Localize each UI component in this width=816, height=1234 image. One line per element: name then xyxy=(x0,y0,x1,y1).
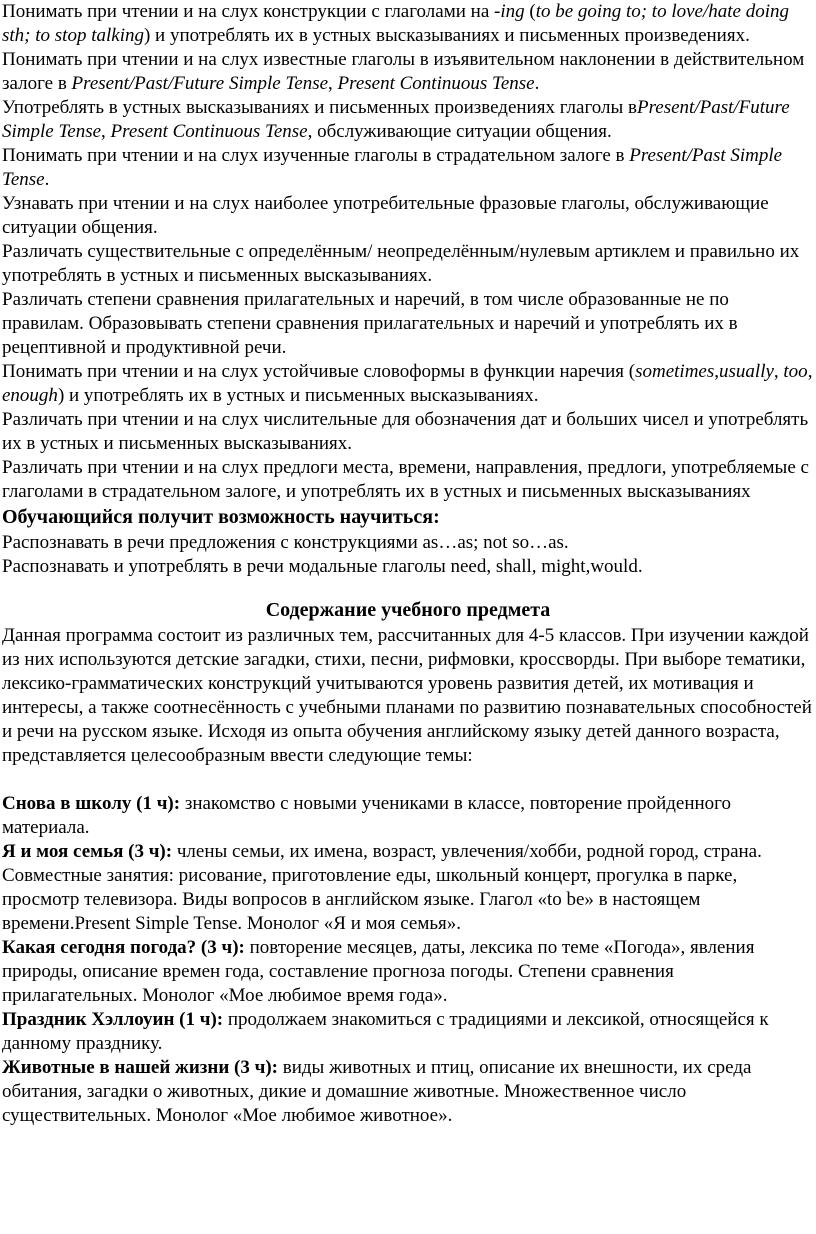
requirement-paragraph xyxy=(2,288,814,360)
text-segment: , xyxy=(807,361,813,382)
text-segment: , xyxy=(773,361,784,382)
topic-title: Я и моя семья (3 ч): xyxy=(2,841,173,862)
requirement-paragraph xyxy=(2,456,814,504)
requirement-paragraph xyxy=(2,48,814,96)
opportunity-heading: Обучающийся получит возможность научиться: xyxy=(2,506,440,528)
topic-title: Животные в нашей жизни (3 ч): xyxy=(2,1057,278,1078)
topics-list xyxy=(2,792,814,1128)
topic-description: продолжаем знакомиться с традициями и лексикой, относящейся к данному празднику. xyxy=(2,1009,769,1054)
italic-term: -ing xyxy=(494,1,525,22)
text-segment: , xyxy=(714,361,720,382)
text-segment: Узнавать при чтении и на слух наиболее употребительные фразовые глаголы, обслуживающие ситуации общения. xyxy=(2,193,769,238)
italic-term: usually xyxy=(719,361,774,382)
text-segment: Различать при чтении и на слух числительные для обозначения дат и больших чисел и употреблять их в устных и письменных высказываниях. xyxy=(2,409,809,454)
topic-paragraph xyxy=(2,840,814,936)
text-segment: ( xyxy=(524,1,536,22)
text-segment: . xyxy=(534,73,540,94)
topic-paragraph xyxy=(2,1008,814,1056)
requirement-paragraph xyxy=(2,96,814,144)
text-segment: , обслуживающие ситуации общения. xyxy=(307,121,612,142)
text-segment: Употреблять в устных высказываниях и письменных произведениях глаголы в xyxy=(2,97,637,118)
topic-title: Праздник Хэллоуин (1 ч): xyxy=(2,1009,224,1030)
italic-term: sometimes xyxy=(635,361,715,382)
italic-term: to be going to; to love/hate doing sth; to stop talking xyxy=(2,1,789,46)
topic-paragraph xyxy=(2,936,814,1008)
italic-term: Present Continuous Tense xyxy=(337,73,535,94)
topic-description: знакомство с новыми учениками в классе, повторение пройденного материала. xyxy=(2,793,732,838)
italic-term: Present/Past Simple Tense xyxy=(2,145,783,190)
text-segment: , xyxy=(101,121,111,142)
italic-term: Present/Past/Future Simple Tense xyxy=(71,73,329,94)
content-intro: Данная программа состоит из различных тем, рассчитанных для 4-5 классов. При изучении каждой из них используются детские загадки, стихи, песни, рифмовки, кроссворды. При выборе тематики, лексико-грамматических конструкций учитываются уровень развития детей, их мотивация и интересы, а также соотнесённость с учебными планами по развитию познавательных способностей и речи на русском языке. Исходя из опыта обучения английскому языку детей данного возраста, представляется целесообразным ввести следующие темы: xyxy=(2,625,812,766)
blank-line xyxy=(2,768,814,792)
text-segment: Понимать при чтении и на слух конструкции с глаголами на xyxy=(2,1,495,22)
italic-term: Present Continuous Tense xyxy=(110,121,308,142)
requirement-paragraph xyxy=(2,192,814,240)
text-segment: Различать существительные с определённым/ неопределённым/нулевым артиклем и правильно их употреблять в устных и письменных высказываниях. xyxy=(2,241,800,286)
text-segment: , xyxy=(328,73,338,94)
topic-paragraph xyxy=(2,792,814,840)
content-heading: Содержание учебного предмета xyxy=(265,599,551,621)
text-segment: Понимать при чтении и на слух известные глаголы в изъявительном наклонении в действительном залоге в xyxy=(2,49,805,94)
topic-description: виды животных и птиц, описание их внешности, их среда обитания, загадки о животных, дикие и домашние животные. Множественное число существительных. Монолог «Мое любимое животное». xyxy=(2,1057,752,1126)
italic-term: too xyxy=(783,361,808,382)
italic-term: enough xyxy=(2,385,58,406)
text-segment: Различать при чтении и на слух предлоги места, времени, направления, предлоги, употребляемые с глаголами в страдательном залоге, и употреблять их в устных и письменных высказываниях xyxy=(2,457,809,502)
requirement-paragraph xyxy=(2,0,814,48)
text-segment: . xyxy=(44,169,50,190)
text-segment: Понимать при чтении и на слух изученные глаголы в страдательном залоге в xyxy=(2,145,630,166)
opportunity-item: Распознавать и употреблять в речи модальные глаголы need, shall, might,would. xyxy=(2,556,643,577)
requirement-paragraph xyxy=(2,408,814,456)
requirements-list xyxy=(2,0,814,504)
requirement-paragraph xyxy=(2,144,814,192)
topic-paragraph xyxy=(2,1056,814,1128)
topic-description: повторение месяцев, даты, лексика по теме «Погода», явления природы, описание времен года, составление прогноза погоды. Степени сравнения прилагательных. Монолог «Мое любимое время года». xyxy=(2,937,755,1006)
italic-term: Present/Past/Future Simple Tense xyxy=(2,97,790,142)
topic-title: Какая сегодня погода? (3 ч): xyxy=(2,937,245,958)
text-segment: ) и употреблять их в устных высказываниях и письменных произведениях. xyxy=(143,25,750,46)
topic-title: Снова в школу (1 ч): xyxy=(2,793,181,814)
text-segment: Различать степени сравнения прилагательных и наречий, в том числе образованные не по правилам. Образовывать степени сравнения прилагательных и наречий и употреблять их в рецептивной и продуктивной речи. xyxy=(2,289,738,358)
topic-description: члены семьи, их имена, возраст, увлечения/хобби, родной город, страна. Совместные занятия: рисование, приготовление еды, школьный концерт, прогулка в парке, просмотр телевизора. Виды вопросов в английском языке. Глагол «to be» в настоящем времени.Present Simple Tense. Монолог «Я и моя семья». xyxy=(2,841,762,934)
text-segment: Понимать при чтении и на слух устойчивые словоформы в функции наречия ( xyxy=(2,361,636,382)
requirement-paragraph xyxy=(2,360,814,408)
requirement-paragraph xyxy=(2,240,814,288)
text-segment: ) и употреблять их в устных и письменных высказываниях. xyxy=(57,385,539,406)
opportunity-item: Распознавать в речи предложения с конструкциями as…as; not so…as. xyxy=(2,532,569,553)
